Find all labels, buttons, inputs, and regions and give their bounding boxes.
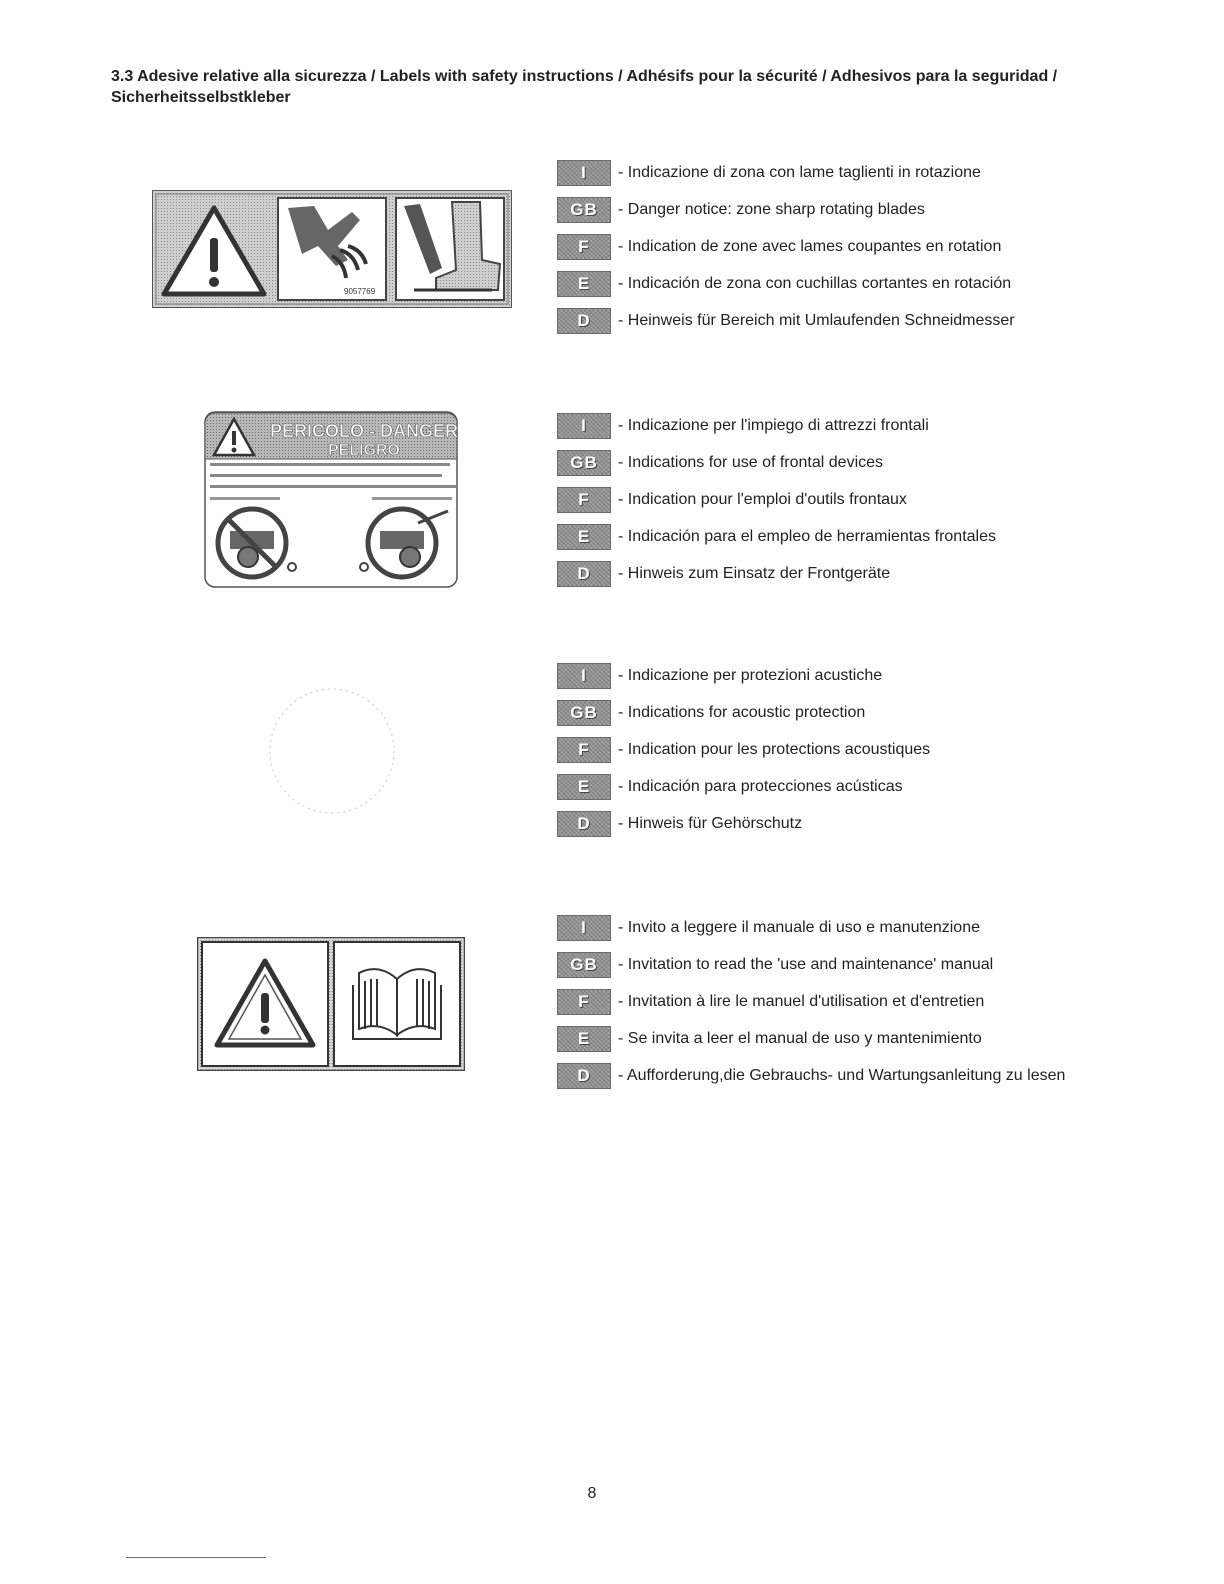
translation-list (557, 915, 1065, 1100)
translation-text: - Aufforderung,die Gebrauchs- und Wartungsanleitung zu lesen (618, 1067, 1066, 1084)
language-badge-gb: GB (557, 450, 611, 476)
faded-circle-icon (270, 689, 394, 813)
section-heading: 3.3 Adesive relative alla sicurezza / Labels with safety instructions / Adhésifs pour la sécurité / Adhesivos para la seguridad / Sicherheitsselbstkleber (111, 68, 1058, 106)
translation-entry-i (557, 915, 1065, 941)
language-badge-d: D (557, 308, 611, 334)
translation-text: - Invitation à lire le manuel d'utilisation et d'entretien (618, 993, 985, 1010)
acoustic-protection-label (262, 681, 402, 821)
label-title-danger: PERICOLO - DANGER (269, 421, 458, 441)
label-code: 9057769 (344, 287, 376, 296)
language-badge-f: F (557, 234, 611, 260)
translation-text: - Indicazione per protezioni acustiche (618, 667, 883, 684)
language-badge-f: F (557, 487, 611, 513)
translation-entry-gb (557, 450, 996, 476)
page-number: 8 (587, 1485, 597, 1502)
translation-entry-i (557, 663, 930, 689)
translation-entry-gb (557, 700, 930, 726)
translation-list (557, 413, 996, 598)
translation-entry-i (557, 413, 996, 439)
language-badge-f: F (557, 737, 611, 763)
translation-entry-e (557, 271, 1015, 297)
language-badge-d: D (557, 561, 611, 587)
translation-text: - Danger notice: zone sharp rotating blades (618, 201, 925, 218)
translation-text: - Indication pour l'emploi d'outils frontaux (618, 491, 907, 508)
translation-entry-d (557, 308, 1015, 334)
label-title-peligro: PELIGRO (327, 442, 401, 459)
translation-entry-e (557, 774, 930, 800)
translation-entry-d (557, 811, 930, 837)
language-badge-d: D (557, 1063, 611, 1089)
label-section-rotating-blades (0, 160, 1224, 360)
translation-list (557, 663, 930, 848)
language-badge-i: I (557, 160, 611, 186)
pericolo-danger-label (204, 411, 458, 589)
rotating-blades-warning-label (152, 190, 512, 308)
language-badge-i: I (557, 915, 611, 941)
translation-text: - Invitation to read the 'use and maintenance' manual (618, 956, 994, 973)
translation-text: - Se invita a leer el manual de uso y mantenimiento (618, 1030, 982, 1047)
translation-text: - Heinweis für Bereich mit Umlaufenden Schneidmesser (618, 312, 1015, 329)
translation-text: - Hinweis zum Einsatz der Frontgeräte (618, 565, 891, 582)
label-section-acoustic (0, 663, 1224, 863)
translation-text: - Indicación para el empleo de herramientas frontales (618, 528, 996, 545)
translation-text: - Indication de zone avec lames coupantes en rotation (618, 238, 1002, 255)
language-badge-gb: GB (557, 700, 611, 726)
translation-text: - Hinweis für Gehörschutz (618, 815, 803, 832)
translation-entry-e (557, 1026, 1065, 1052)
translation-entry-f (557, 989, 1065, 1015)
translation-entry-d (557, 1063, 1065, 1089)
label-section-read-manual (0, 915, 1224, 1115)
translation-text: - Indicazione per l'impiego di attrezzi frontali (618, 417, 929, 434)
translation-text: - Indicación de zona con cuchillas cortantes en rotación (618, 275, 1012, 292)
read-manual-label (197, 937, 465, 1071)
translation-entry-gb (557, 197, 1015, 223)
language-badge-gb: GB (557, 197, 611, 223)
translation-entry-gb (557, 952, 1065, 978)
translation-list (557, 160, 1015, 345)
language-badge-gb: GB (557, 952, 611, 978)
language-badge-e: E (557, 524, 611, 550)
translation-entry-f (557, 737, 930, 763)
translation-text: - Indicazione di zona con lame taglienti in rotazione (618, 164, 981, 181)
translation-text: - Invito a leggere il manuale di uso e manutenzione (618, 919, 980, 936)
translation-text: - Indications for acoustic protection (618, 704, 866, 721)
translation-text: - Indicación para protecciones acústicas (618, 778, 903, 795)
translation-text: - Indication pour les protections acoustiques (618, 741, 931, 758)
language-badge-e: E (557, 774, 611, 800)
translation-entry-d (557, 561, 996, 587)
language-badge-i: I (557, 413, 611, 439)
language-badge-e: E (557, 1026, 611, 1052)
language-badge-d: D (557, 811, 611, 837)
footer-divider (126, 1557, 266, 1558)
language-badge-f: F (557, 989, 611, 1015)
translation-entry-i (557, 160, 1015, 186)
label-section-frontal-devices (0, 411, 1224, 611)
language-badge-i: I (557, 663, 611, 689)
translation-entry-e (557, 524, 996, 550)
language-badge-e: E (557, 271, 611, 297)
translation-text: - Indications for use of frontal devices (618, 454, 884, 471)
translation-entry-f (557, 234, 1015, 260)
translation-entry-f (557, 487, 996, 513)
